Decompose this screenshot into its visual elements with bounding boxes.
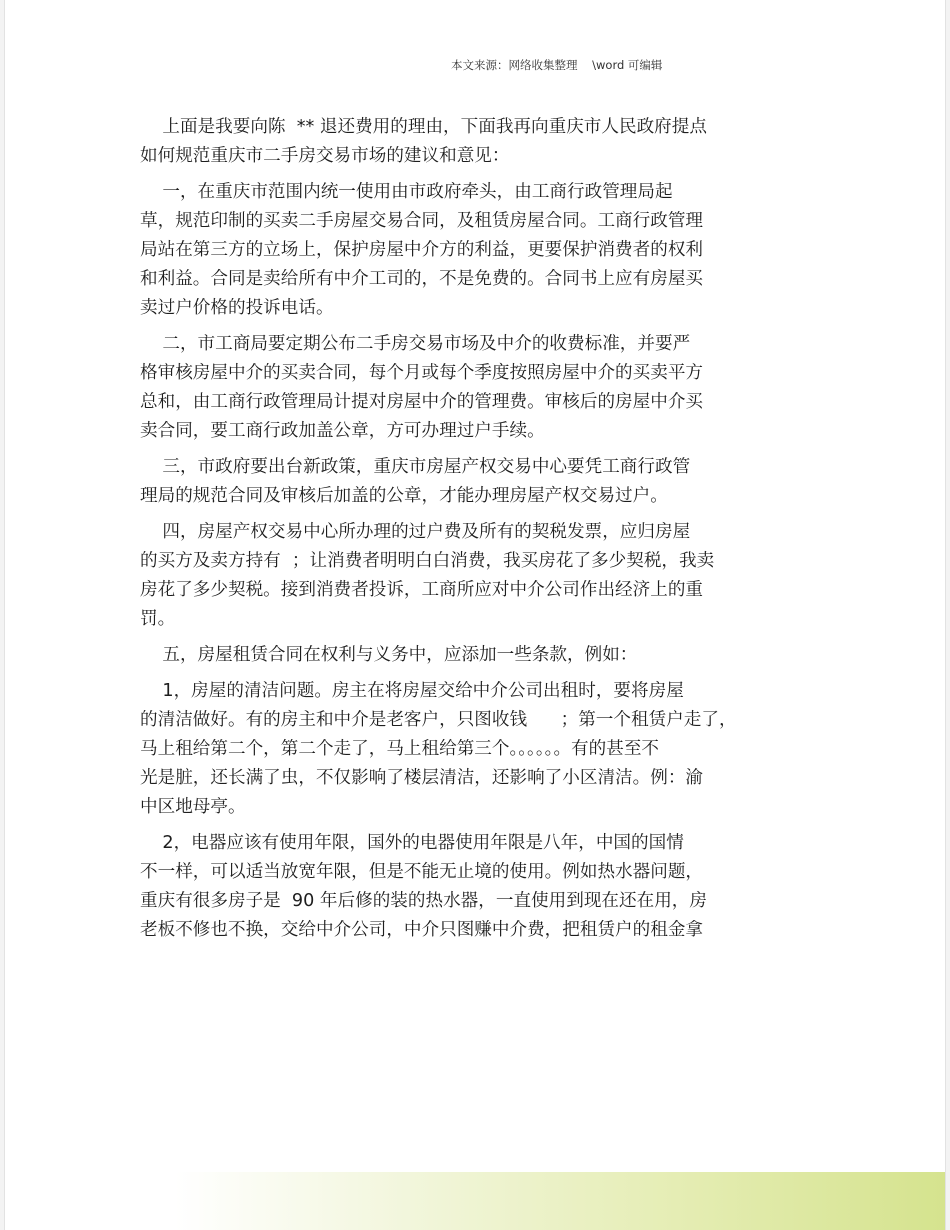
paragraph xyxy=(140,453,785,511)
document-body xyxy=(140,113,785,952)
page-header xyxy=(451,57,662,73)
paragraph-line: 总和，由工商行政管理局计提对房屋中介的管理费。审核后的房屋中介买 xyxy=(140,392,704,412)
paragraph-line: 草，规范印制的买卖二手房屋交易合同，及租赁房屋合同。工商行政管理 xyxy=(140,211,704,231)
paragraph-line: 三，市政府要出台新政策，重庆市房屋产权交易中心要凭工商行政管 xyxy=(140,457,691,477)
paragraph-line: 如何规范重庆市二手房交易市场的建议和意见： xyxy=(140,146,510,166)
paragraph-line: 不一样，可以适当放宽年限，但是不能无止境的使用。例如热水器问题， xyxy=(140,862,704,882)
paragraph-line: 的买方及卖方持有 ；让消费者明明白白消费，我买房花了多少契税，我卖 xyxy=(140,551,715,571)
paragraph-line: 房花了多少契税。接到消费者投诉，工商所应对中介公司作出经济上的重 xyxy=(140,580,704,600)
decorative-footer-band xyxy=(175,1172,945,1230)
paragraph-line: 卖合同，要工商行政加盖公章，方可办理过户手续。 xyxy=(140,421,545,441)
paragraph-line: 四，房屋产权交易中心所办理的过户费及所有的契税发票，应归房屋 xyxy=(140,522,691,542)
paragraph-line: 重庆有很多房子是 90 年后修的装的热水器，一直使用到现在还在用，房 xyxy=(140,891,707,911)
paragraph xyxy=(140,829,785,945)
paragraph-line: 理局的规范合同及审核后加盖的公章，才能办理房屋产权交易过户。 xyxy=(140,486,668,506)
paragraph-line: 和利益。合同是卖给所有中介工司的，不是免费的。合同书上应有房屋买 xyxy=(140,269,704,289)
paragraph-line: 卖过户价格的投诉电话。 xyxy=(140,298,334,318)
document-page xyxy=(4,0,946,1230)
paragraph xyxy=(140,677,785,822)
paragraph-line: 五，房屋租赁合同在权利与义务中，应添加一些条款，例如： xyxy=(140,645,638,665)
paragraph-line: 1，房屋的清洁问题。房主在将房屋交给中介公司出租时，要将房屋 xyxy=(140,681,684,701)
paragraph xyxy=(140,330,785,446)
paragraph xyxy=(140,518,785,634)
paragraph-line: 的清洁做好。有的房主和中介是老客户，只图收钱 ；第一个租赁户走了， xyxy=(140,710,737,730)
source-label: 本文来源：网络收集整理 xyxy=(451,58,578,72)
paragraph xyxy=(140,641,785,670)
paragraph-line: 2，电器应该有使用年限，国外的电器使用年限是八年，中国的国情 xyxy=(140,833,684,853)
paragraph-line: 局站在第三方的立场上，保护房屋中介方的利益，更要保护消费者的权利 xyxy=(140,240,704,260)
paragraph-line: 上面是我要向陈 ** 退还费用的理由，下面我再向重庆市人民政府提点 xyxy=(140,117,707,137)
paragraph-line: 老板不修也不换，交给中介公司，中介只图赚中介费，把租赁户的租金拿 xyxy=(140,920,704,940)
paragraph-line: 格审核房屋中介的买卖合同，每个月或每个季度按照房屋中介的买卖平方 xyxy=(140,363,704,383)
paragraph-line: 中区地母亭。 xyxy=(140,797,246,817)
paragraph-line: 一，在重庆市范围内统一使用由市政府牵头，由工商行政管理局起 xyxy=(140,182,673,202)
edit-label: \word 可编辑 xyxy=(592,58,663,72)
paragraph xyxy=(140,113,785,171)
paragraph-line: 二，市工商局要定期公布二手房交易市场及中介的收费标准，并要严 xyxy=(140,334,691,354)
paragraph-line: 马上租给第二个，第二个走了，马上租给第三个。。。。。。有的甚至不 xyxy=(140,739,660,759)
paragraph-line: 罚。 xyxy=(140,609,176,629)
paragraph-line: 光是脏，还长满了虫，不仅影响了楼层清洁，还影响了小区清洁。例：渝 xyxy=(140,768,704,788)
paragraph xyxy=(140,178,785,323)
